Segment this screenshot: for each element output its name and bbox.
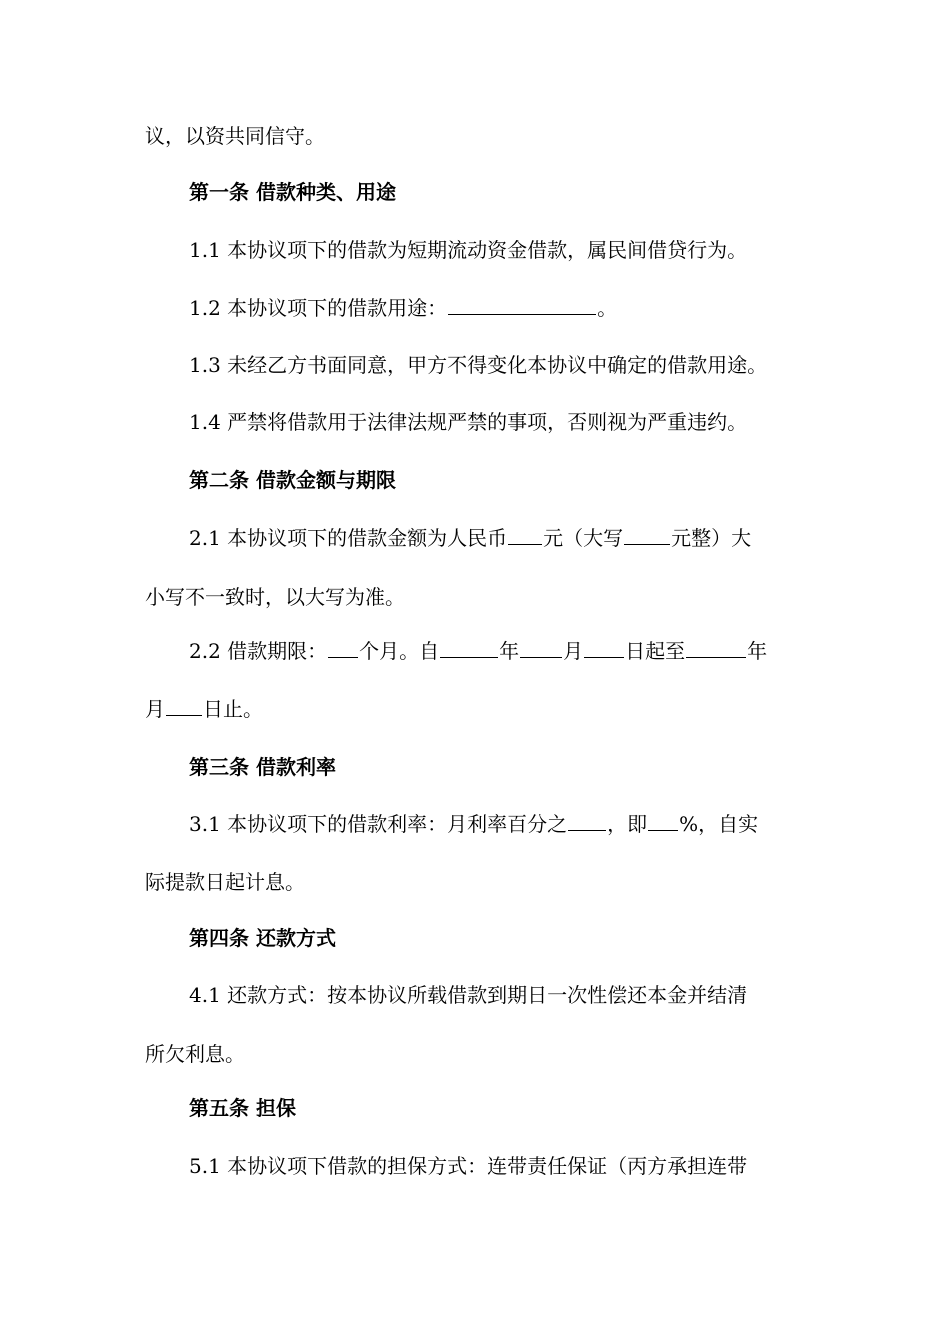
fill-in-blank: [624, 526, 670, 545]
text-line: 元（大写: [543, 526, 624, 550]
section-heading-3: [189, 754, 336, 780]
fill-in-blank: [166, 697, 202, 716]
heading-text: 第二条 借款金额与期限: [189, 468, 396, 492]
clause-3-1-cont: [145, 869, 305, 895]
fill-in-blank: [448, 296, 596, 315]
text-line: 个月。自: [359, 639, 440, 663]
fill-in-blank: [508, 526, 542, 545]
text-line: 1.4 严禁将借款用于法律法规严禁的事项，否则视为严重违约。: [189, 410, 748, 434]
clause-1-2: [189, 295, 617, 321]
text-line: 所欠利息。: [145, 1042, 245, 1066]
text-line: 日止。: [203, 697, 263, 721]
text-line: 2.2 借款期限：: [189, 639, 328, 663]
clause-1-4: [189, 409, 747, 435]
text-line: 1.3 未经乙方书面同意，甲方不得变化本协议中确定的借款用途。: [189, 353, 768, 377]
text-line: 小写不一致时，以大写为准。: [145, 585, 405, 609]
fill-in-blank: [520, 639, 562, 658]
fill-in-blank: [648, 812, 678, 831]
fill-in-blank: [328, 639, 358, 658]
section-heading-1: [189, 179, 396, 205]
heading-text: 第一条 借款种类、用途: [189, 180, 396, 204]
text-line: 日起至: [625, 639, 686, 663]
text-line: 议，以资共同信守。: [145, 124, 325, 148]
fill-in-blank: [440, 639, 498, 658]
text-line: %，自实: [679, 812, 759, 836]
section-heading-5: [189, 1095, 296, 1121]
heading-text: 第四条 还款方式: [189, 926, 336, 950]
text-line: 年: [499, 639, 520, 663]
clause-2-1: [189, 525, 751, 551]
heading-text: 第三条 借款利率: [189, 755, 336, 779]
text-line: ，即: [607, 812, 648, 836]
text-line: 月: [145, 697, 165, 721]
clause-5-1: [189, 1153, 747, 1179]
clause-2-2-cont: [145, 696, 263, 722]
text-line: 。: [597, 296, 618, 320]
paragraph-continuation: [145, 123, 325, 149]
section-heading-2: [189, 467, 396, 493]
text-line: 年: [747, 639, 768, 663]
clause-4-1: [189, 982, 747, 1008]
text-line: 1.2 本协议项下的借款用途：: [189, 296, 448, 320]
clause-2-2: [189, 638, 767, 664]
fill-in-blank: [584, 639, 624, 658]
clause-4-1-cont: [145, 1041, 245, 1067]
text-line: 月: [563, 639, 584, 663]
text-line: 5.1 本协议项下借款的担保方式：连带责任保证（丙方承担连带: [189, 1154, 748, 1178]
text-line: 2.1 本协议项下的借款金额为人民币: [189, 526, 508, 550]
clause-1-1: [189, 237, 747, 263]
text-line: 元整）大: [671, 526, 752, 550]
fill-in-blank: [568, 812, 606, 831]
clause-1-3: [189, 352, 767, 378]
section-heading-4: [189, 925, 336, 951]
heading-text: 第五条 担保: [189, 1096, 296, 1120]
clause-2-1-cont: [145, 584, 405, 610]
text-line: 4.1 还款方式：按本协议所载借款到期日一次性偿还本金并结清: [189, 983, 748, 1007]
fill-in-blank: [686, 639, 746, 658]
text-line: 1.1 本协议项下的借款为短期流动资金借款，属民间借贷行为。: [189, 238, 748, 262]
clause-3-1: [189, 811, 758, 837]
text-line: 际提款日起计息。: [145, 870, 305, 894]
text-line: 3.1 本协议项下的借款利率：月利率百分之: [189, 812, 568, 836]
